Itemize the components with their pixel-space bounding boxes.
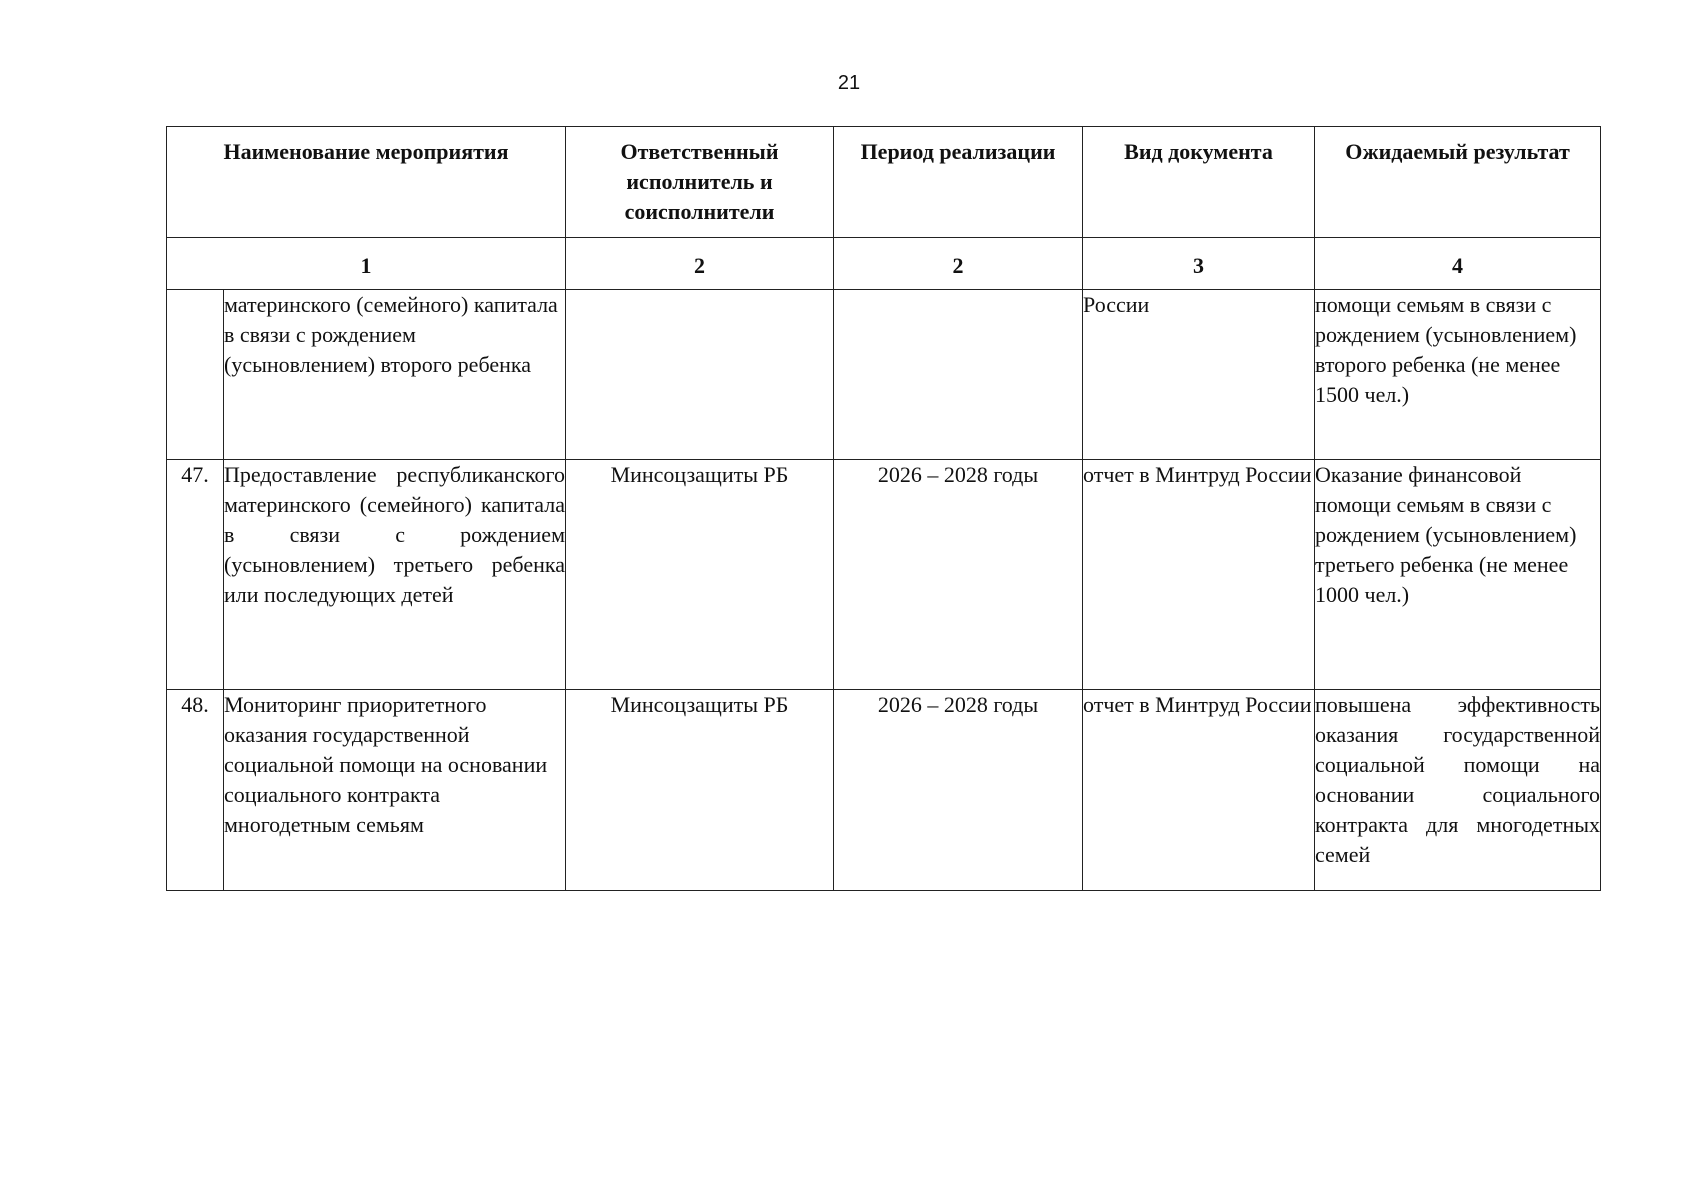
table-row (167, 460, 1601, 690)
index-expected-result: 4 (1315, 238, 1601, 290)
table-row (167, 690, 1601, 891)
responsible-executor: Минсоцзащиты РБ (566, 460, 834, 690)
header-activity-name: Наименование мероприятия (167, 127, 566, 238)
table-row (167, 290, 1601, 460)
header-expected-result: Ожидаемый результат (1315, 127, 1601, 238)
expected-result: Оказание финансовой помощи семьям в связи с рождением (усыновлением) третьего ребенка (не менее 1000 чел.) (1315, 460, 1601, 690)
table-index-row (167, 238, 1601, 290)
implementation-period: 2026 – 2028 годы (834, 690, 1083, 891)
header-responsible: Ответственный исполнитель и соисполнители (566, 127, 834, 238)
expected-result: помощи семьям в связи с рождением (усыновлением) второго ребенка (не менее 1500 чел.) (1315, 290, 1601, 460)
responsible-executor (566, 290, 834, 460)
header-period: Период реализации (834, 127, 1083, 238)
index-document-type: 3 (1083, 238, 1315, 290)
implementation-period: 2026 – 2028 годы (834, 460, 1083, 690)
document-type: России (1083, 290, 1315, 460)
activities-table (166, 126, 1601, 891)
row-number (167, 290, 224, 460)
activity-name: Мониторинг приоритетного оказания государственной социальной помощи на основании социального контракта многодетным семьям (224, 690, 566, 891)
header-document-type: Вид документа (1083, 127, 1315, 238)
document-type: отчет в Минтруд России (1083, 690, 1315, 891)
activity-name: Предоставление республиканского материнского (семейного) капитала в связи с рождением (усыновлением) третьего ребенка или последующих детей (224, 460, 566, 690)
row-number: 48. (167, 690, 224, 891)
expected-result: повышена эффективность оказания государственной социальной помощи на основании социального контракта для многодетных семей (1315, 690, 1601, 891)
table-header-row (167, 127, 1601, 238)
page-number: 21 (837, 72, 861, 94)
activity-name: материнского (семейного) капитала в связи с рождением (усыновлением) второго ребенка (224, 290, 566, 460)
document-type: отчет в Минтруд России (1083, 460, 1315, 690)
index-period: 2 (834, 238, 1083, 290)
row-number: 47. (167, 460, 224, 690)
index-activity-name: 1 (167, 238, 566, 290)
index-responsible: 2 (566, 238, 834, 290)
implementation-period (834, 290, 1083, 460)
responsible-executor: Минсоцзащиты РБ (566, 690, 834, 891)
